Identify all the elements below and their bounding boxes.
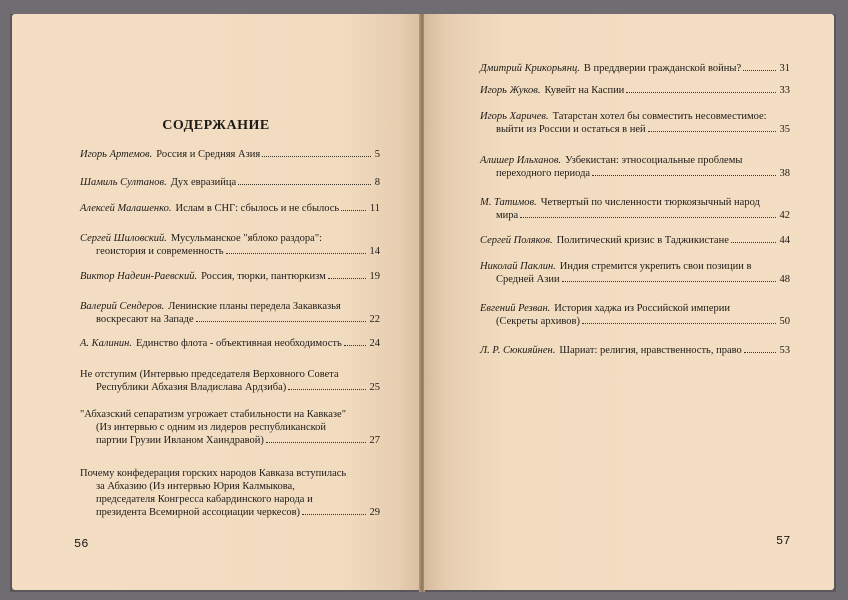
dot-leader [626,84,775,93]
toc-author: Л. Р. Сюкияйнен. [480,345,556,356]
toc-entry [80,368,380,394]
toc-page-number: 11 [369,203,380,214]
toc-title-line: выйти из России и остаться в ней [496,124,646,135]
toc-entry [480,62,790,75]
toc-entry [480,110,790,136]
dot-leader [196,313,366,322]
toc-title-line: председателя Конгресса кабардинского народа и [96,494,313,505]
left-page [12,14,420,590]
book-spread [10,14,836,592]
toc-title-line: Россия и Средняя Азия [156,149,261,160]
toc-entry [80,232,380,258]
toc-title-line: Дух евразийца [170,177,237,188]
dot-leader [266,434,366,443]
toc-title-line: переходного периода [496,168,591,179]
toc-page-number: 31 [779,63,790,74]
right-page-number: 57 [776,534,791,548]
dot-leader [262,148,371,157]
dot-leader [520,209,775,218]
toc-entry [480,302,790,328]
toc-title-line: за Абхазию (Из интервью Юрия Калмыкова, [96,481,295,492]
toc-title-line: президента Всемирной ассоциации черкесов) [96,507,301,518]
toc-page-number: 50 [779,316,790,327]
toc-title-line: Шариат: религия, нравственность, право [559,345,742,356]
dot-leader [592,167,775,176]
toc-author: Шамиль Султанов. [80,177,167,188]
toc-author: Николай Паклин. [480,261,556,272]
toc-page-number: 35 [779,124,790,135]
toc-title-line: Кувейт на Каспии [544,85,625,96]
toc-title-line: Ислам в СНГ: сбылось и не сбылось [175,203,340,214]
toc-entry [480,84,790,97]
toc-page-number: 33 [779,85,790,96]
toc-entry [80,467,380,519]
toc-author: Игорь Артемов. [80,149,153,160]
dot-leader [238,176,371,185]
toc-title-line: Не отступим (Интервью председателя Верховного Совета [80,369,339,380]
toc-title-line: геоистория и современность [96,246,224,257]
toc-title-line: Мусульманское "яблоко раздора": [170,233,323,244]
toc-entry [480,154,790,180]
toc-title-line: Россия, тюрки, пантюркизм [201,271,326,282]
toc-title-line: Политический кризис в Таджикистане [556,235,729,246]
toc-title-line: "Абхазский сепаратизм угрожает стабильности на Кавказе" [80,409,346,420]
toc-title-line: мира [496,210,519,221]
toc-title-line: Ленинские планы передела Закавказья [168,301,341,312]
toc-author: А. Калинин. [80,338,133,349]
toc-author: Сергей Шиловский. [80,233,167,244]
toc-page-number: 44 [779,235,790,246]
toc-page-number: 5 [374,149,380,160]
toc-entry [80,337,380,350]
toc-entry [80,202,380,215]
dot-leader [731,234,776,243]
toc-entry [480,196,790,222]
toc-author: М. Татимов. [480,197,537,208]
toc-title-line: воскресают на Западе [96,314,194,325]
toc-page-number: 42 [779,210,790,221]
toc-title-line: (Секреты архивов) [496,316,580,327]
toc-author: Евгений Резван. [480,303,551,314]
toc-title-line: Четвертый по численности тюркоязычный народ [540,197,760,208]
toc-author: Алексей Малашенко. [80,203,172,214]
toc-page-number: 22 [369,314,380,325]
dot-leader [582,315,776,324]
dot-leader [648,123,776,132]
toc-author: Валерий Сендеров. [80,301,165,312]
toc-page-number: 53 [779,345,790,356]
toc-title-line: История хаджа из Российской империи [554,303,731,314]
toc-entry [480,344,790,357]
toc-page-number: 27 [369,435,380,446]
toc-title-line: Индия стремится укрепить свои позиции в [559,261,752,272]
toc-title-line: Татарстан хотел бы совместить несовместимое: [552,111,767,122]
toc-title-line: Республики Абхазия Владислава Ардзиба) [96,382,287,393]
toc-entry [80,270,380,283]
dot-leader [341,202,366,211]
toc-page-number: 8 [374,177,380,188]
dot-leader [744,344,776,353]
dot-leader [226,245,366,254]
toc-entry [480,234,790,247]
left-page-number: 56 [74,537,89,551]
toc-entry [80,176,380,189]
toc-author: Виктор Надеин-Раевский. [80,271,198,282]
contents-heading: СОДЕРЖАНИЕ [162,118,270,133]
dot-leader [344,337,366,346]
toc-entry [80,148,380,161]
toc-title-line: Единство флота - объективная необходимость [136,338,342,349]
toc-entry [80,408,380,447]
toc-author: Сергей Поляков. [480,235,553,246]
toc-title-line: партии Грузии Ивланом Хаиндравой) [96,435,264,446]
right-page [424,14,834,590]
toc-author: Игорь Жуков. [480,85,541,96]
toc-page-number: 25 [369,382,380,393]
toc-author: Игорь Харичев. [480,111,549,122]
toc-entry [480,260,790,286]
toc-author: Дмитрий Крикорьянц. [480,63,580,74]
toc-title-line: Почему конфедерация горских народов Кавказа вступилась [80,468,347,479]
toc-page-number: 48 [779,274,790,285]
dot-leader [328,270,366,279]
toc-page-number: 24 [369,338,380,349]
toc-author: Алишер Ильханов. [480,155,562,166]
toc-page-number: 19 [369,271,380,282]
toc-page-number: 38 [779,168,790,179]
toc-title-line: (Из интервью с одним из лидеров республиканской [96,422,327,433]
toc-title-line: В преддверии гражданской войны? [583,63,742,74]
dot-leader [562,273,776,282]
toc-page-number: 29 [369,507,380,518]
toc-page-number: 14 [369,246,380,257]
toc-entry [80,300,380,326]
dot-leader [288,381,365,390]
toc-title-line: Средней Азии [496,274,560,285]
toc-title-line: Узбекистан: этносоциальные проблемы [565,155,743,166]
dot-leader [302,506,365,515]
dot-leader [743,62,775,71]
